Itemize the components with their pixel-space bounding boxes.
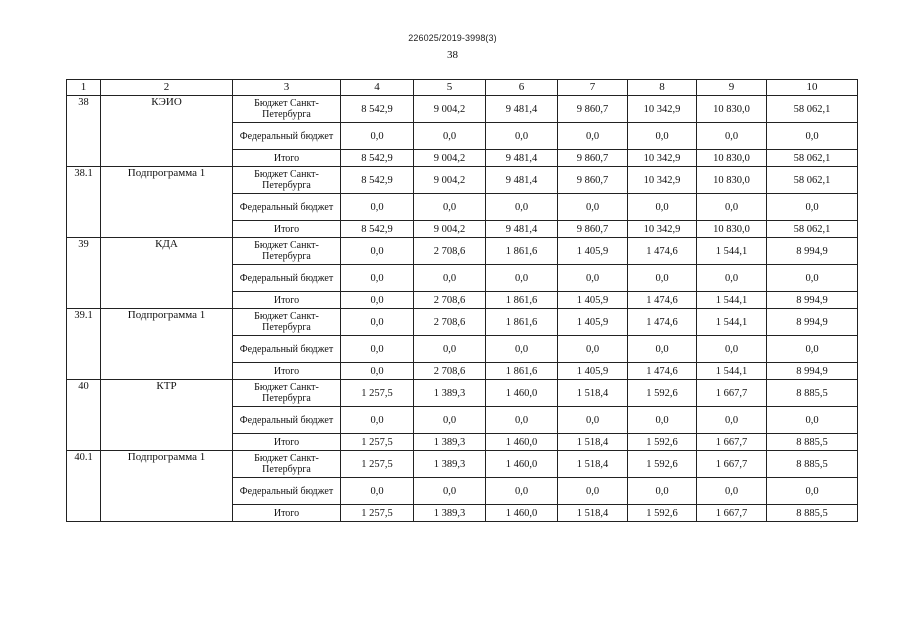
value-cell: 1 544,1	[697, 292, 767, 309]
value-cell: 9 860,7	[558, 150, 628, 167]
table-row	[67, 167, 858, 194]
value-cell: 1 592,6	[628, 505, 697, 522]
value-cell: 0,0	[697, 265, 767, 292]
value-cell: 0,0	[767, 336, 858, 363]
item-number: 40	[67, 380, 101, 451]
value-cell: 9 004,2	[414, 221, 486, 238]
item-number: 39	[67, 238, 101, 309]
value-cell: 10 830,0	[697, 96, 767, 123]
value-cell: 0,0	[486, 336, 558, 363]
header-cell: 1	[67, 80, 101, 96]
table-row	[67, 309, 858, 336]
value-cell: 1 389,3	[414, 451, 486, 478]
value-cell: 10 830,0	[697, 221, 767, 238]
value-cell: 0,0	[767, 123, 858, 150]
value-cell: 10 830,0	[697, 167, 767, 194]
value-cell: 1 257,5	[341, 451, 414, 478]
header-cell: 4	[341, 80, 414, 96]
funding-source: Федеральный бюджет	[233, 407, 341, 434]
value-cell: 1 474,6	[628, 309, 697, 336]
value-cell: 9 860,7	[558, 167, 628, 194]
document-code: 226025/2019-3998(3)	[408, 33, 497, 43]
value-cell: 0,0	[341, 407, 414, 434]
value-cell: 0,0	[486, 265, 558, 292]
value-cell: 1 460,0	[486, 380, 558, 407]
value-cell: 1 405,9	[558, 292, 628, 309]
value-cell: 2 708,6	[414, 363, 486, 380]
funding-source: Итого	[233, 505, 341, 522]
funding-source: Бюджет Санкт-Петербурга	[233, 167, 341, 194]
value-cell: 2 708,6	[414, 309, 486, 336]
value-cell: 1 474,6	[628, 292, 697, 309]
funding-source: Федеральный бюджет	[233, 265, 341, 292]
value-cell: 10 342,9	[628, 167, 697, 194]
value-cell: 0,0	[628, 123, 697, 150]
value-cell: 0,0	[697, 407, 767, 434]
value-cell: 0,0	[697, 336, 767, 363]
value-cell: 0,0	[767, 478, 858, 505]
value-cell: 0,0	[341, 292, 414, 309]
value-cell: 9 481,4	[486, 221, 558, 238]
value-cell: 1 544,1	[697, 309, 767, 336]
value-cell: 0,0	[767, 194, 858, 221]
header-cell: 10	[767, 80, 858, 96]
budget-table	[66, 79, 858, 522]
value-cell: 10 342,9	[628, 150, 697, 167]
value-cell: 0,0	[628, 336, 697, 363]
value-cell: 1 667,7	[697, 380, 767, 407]
value-cell: 1 460,0	[486, 451, 558, 478]
value-cell: 9 481,4	[486, 150, 558, 167]
value-cell: 8 542,9	[341, 96, 414, 123]
value-cell: 1 405,9	[558, 309, 628, 336]
header-cell: 6	[486, 80, 558, 96]
value-cell: 1 518,4	[558, 434, 628, 451]
value-cell: 1 518,4	[558, 380, 628, 407]
value-cell: 0,0	[341, 238, 414, 265]
value-cell: 0,0	[341, 336, 414, 363]
value-cell: 2 708,6	[414, 292, 486, 309]
item-name: Подпрограмма 1	[101, 309, 233, 380]
value-cell: 8 885,5	[767, 451, 858, 478]
funding-source: Бюджет Санкт-Петербурга	[233, 309, 341, 336]
value-cell: 10 342,9	[628, 221, 697, 238]
value-cell: 0,0	[767, 265, 858, 292]
value-cell: 1 667,7	[697, 434, 767, 451]
item-name: КДА	[101, 238, 233, 309]
item-name: КТР	[101, 380, 233, 451]
header-cell: 9	[697, 80, 767, 96]
value-cell: 0,0	[558, 123, 628, 150]
value-cell: 1 257,5	[341, 434, 414, 451]
value-cell: 9 004,2	[414, 96, 486, 123]
value-cell: 8 542,9	[341, 221, 414, 238]
value-cell: 0,0	[628, 478, 697, 505]
value-cell: 1 667,7	[697, 451, 767, 478]
value-cell: 8 994,9	[767, 292, 858, 309]
value-cell: 0,0	[486, 407, 558, 434]
value-cell: 0,0	[341, 123, 414, 150]
value-cell: 1 474,6	[628, 363, 697, 380]
page-number: 38	[447, 49, 458, 61]
value-cell: 1 861,6	[486, 292, 558, 309]
value-cell: 8 994,9	[767, 309, 858, 336]
value-cell: 0,0	[558, 336, 628, 363]
value-cell: 0,0	[558, 265, 628, 292]
funding-source: Итого	[233, 292, 341, 309]
table-row	[67, 380, 858, 407]
funding-source: Бюджет Санкт-Петербурга	[233, 451, 341, 478]
value-cell: 0,0	[558, 194, 628, 221]
item-number: 38.1	[67, 167, 101, 238]
funding-source: Бюджет Санкт-Петербурга	[233, 96, 341, 123]
value-cell: 0,0	[341, 194, 414, 221]
value-cell: 1 257,5	[341, 380, 414, 407]
value-cell: 0,0	[767, 407, 858, 434]
value-cell: 0,0	[628, 265, 697, 292]
header-cell: 7	[558, 80, 628, 96]
funding-source: Итого	[233, 150, 341, 167]
value-cell: 1 474,6	[628, 238, 697, 265]
funding-source: Итого	[233, 221, 341, 238]
value-cell: 0,0	[341, 309, 414, 336]
value-cell: 0,0	[486, 194, 558, 221]
value-cell: 1 592,6	[628, 434, 697, 451]
value-cell: 0,0	[414, 407, 486, 434]
value-cell: 1 405,9	[558, 363, 628, 380]
value-cell: 1 389,3	[414, 380, 486, 407]
value-cell: 9 004,2	[414, 167, 486, 194]
value-cell: 1 257,5	[341, 505, 414, 522]
value-cell: 1 592,6	[628, 380, 697, 407]
value-cell: 1 544,1	[697, 363, 767, 380]
value-cell: 8 542,9	[341, 150, 414, 167]
value-cell: 1 592,6	[628, 451, 697, 478]
value-cell: 0,0	[486, 478, 558, 505]
value-cell: 1 518,4	[558, 505, 628, 522]
value-cell: 58 062,1	[767, 96, 858, 123]
value-cell: 9 481,4	[486, 96, 558, 123]
value-cell: 1 460,0	[486, 505, 558, 522]
value-cell: 8 885,5	[767, 505, 858, 522]
funding-source: Бюджет Санкт-Петербурга	[233, 238, 341, 265]
value-cell: 1 667,7	[697, 505, 767, 522]
header-cell: 2	[101, 80, 233, 96]
value-cell: 1 544,1	[697, 238, 767, 265]
funding-source: Федеральный бюджет	[233, 123, 341, 150]
value-cell: 0,0	[414, 478, 486, 505]
table-row	[67, 238, 858, 265]
value-cell: 1 861,6	[486, 238, 558, 265]
value-cell: 1 861,6	[486, 309, 558, 336]
value-cell: 8 885,5	[767, 380, 858, 407]
budget-table-body	[67, 80, 858, 522]
value-cell: 0,0	[628, 194, 697, 221]
value-cell: 1 460,0	[486, 434, 558, 451]
item-number: 39.1	[67, 309, 101, 380]
value-cell: 10 342,9	[628, 96, 697, 123]
value-cell: 1 389,3	[414, 505, 486, 522]
header-cell: 8	[628, 80, 697, 96]
value-cell: 8 885,5	[767, 434, 858, 451]
funding-source: Федеральный бюджет	[233, 336, 341, 363]
item-name: Подпрограмма 1	[101, 451, 233, 522]
header-cell: 5	[414, 80, 486, 96]
value-cell: 1 405,9	[558, 238, 628, 265]
funding-source: Бюджет Санкт-Петербурга	[233, 380, 341, 407]
value-cell: 9 860,7	[558, 221, 628, 238]
value-cell: 1 389,3	[414, 434, 486, 451]
value-cell: 1 518,4	[558, 451, 628, 478]
value-cell: 9 481,4	[486, 167, 558, 194]
value-cell: 0,0	[558, 478, 628, 505]
value-cell: 10 830,0	[697, 150, 767, 167]
value-cell: 0,0	[486, 123, 558, 150]
table-row	[67, 451, 858, 478]
funding-source: Итого	[233, 434, 341, 451]
item-number: 38	[67, 96, 101, 167]
value-cell: 0,0	[341, 265, 414, 292]
value-cell: 58 062,1	[767, 150, 858, 167]
value-cell: 0,0	[341, 478, 414, 505]
value-cell: 0,0	[341, 363, 414, 380]
value-cell: 8 994,9	[767, 238, 858, 265]
funding-source: Федеральный бюджет	[233, 478, 341, 505]
value-cell: 0,0	[697, 123, 767, 150]
value-cell: 0,0	[414, 194, 486, 221]
item-name: Подпрограмма 1	[101, 167, 233, 238]
value-cell: 1 861,6	[486, 363, 558, 380]
funding-source: Итого	[233, 363, 341, 380]
value-cell: 0,0	[628, 407, 697, 434]
funding-source: Федеральный бюджет	[233, 194, 341, 221]
value-cell: 9 860,7	[558, 96, 628, 123]
value-cell: 0,0	[697, 478, 767, 505]
header-row	[67, 80, 858, 96]
value-cell: 58 062,1	[767, 221, 858, 238]
value-cell: 0,0	[558, 407, 628, 434]
item-name: КЭИО	[101, 96, 233, 167]
value-cell: 0,0	[414, 336, 486, 363]
value-cell: 8 994,9	[767, 363, 858, 380]
value-cell: 0,0	[414, 123, 486, 150]
value-cell: 58 062,1	[767, 167, 858, 194]
item-number: 40.1	[67, 451, 101, 522]
value-cell: 2 708,6	[414, 238, 486, 265]
value-cell: 0,0	[414, 265, 486, 292]
value-cell: 8 542,9	[341, 167, 414, 194]
table-row	[67, 96, 858, 123]
header-cell: 3	[233, 80, 341, 96]
value-cell: 0,0	[697, 194, 767, 221]
value-cell: 9 004,2	[414, 150, 486, 167]
